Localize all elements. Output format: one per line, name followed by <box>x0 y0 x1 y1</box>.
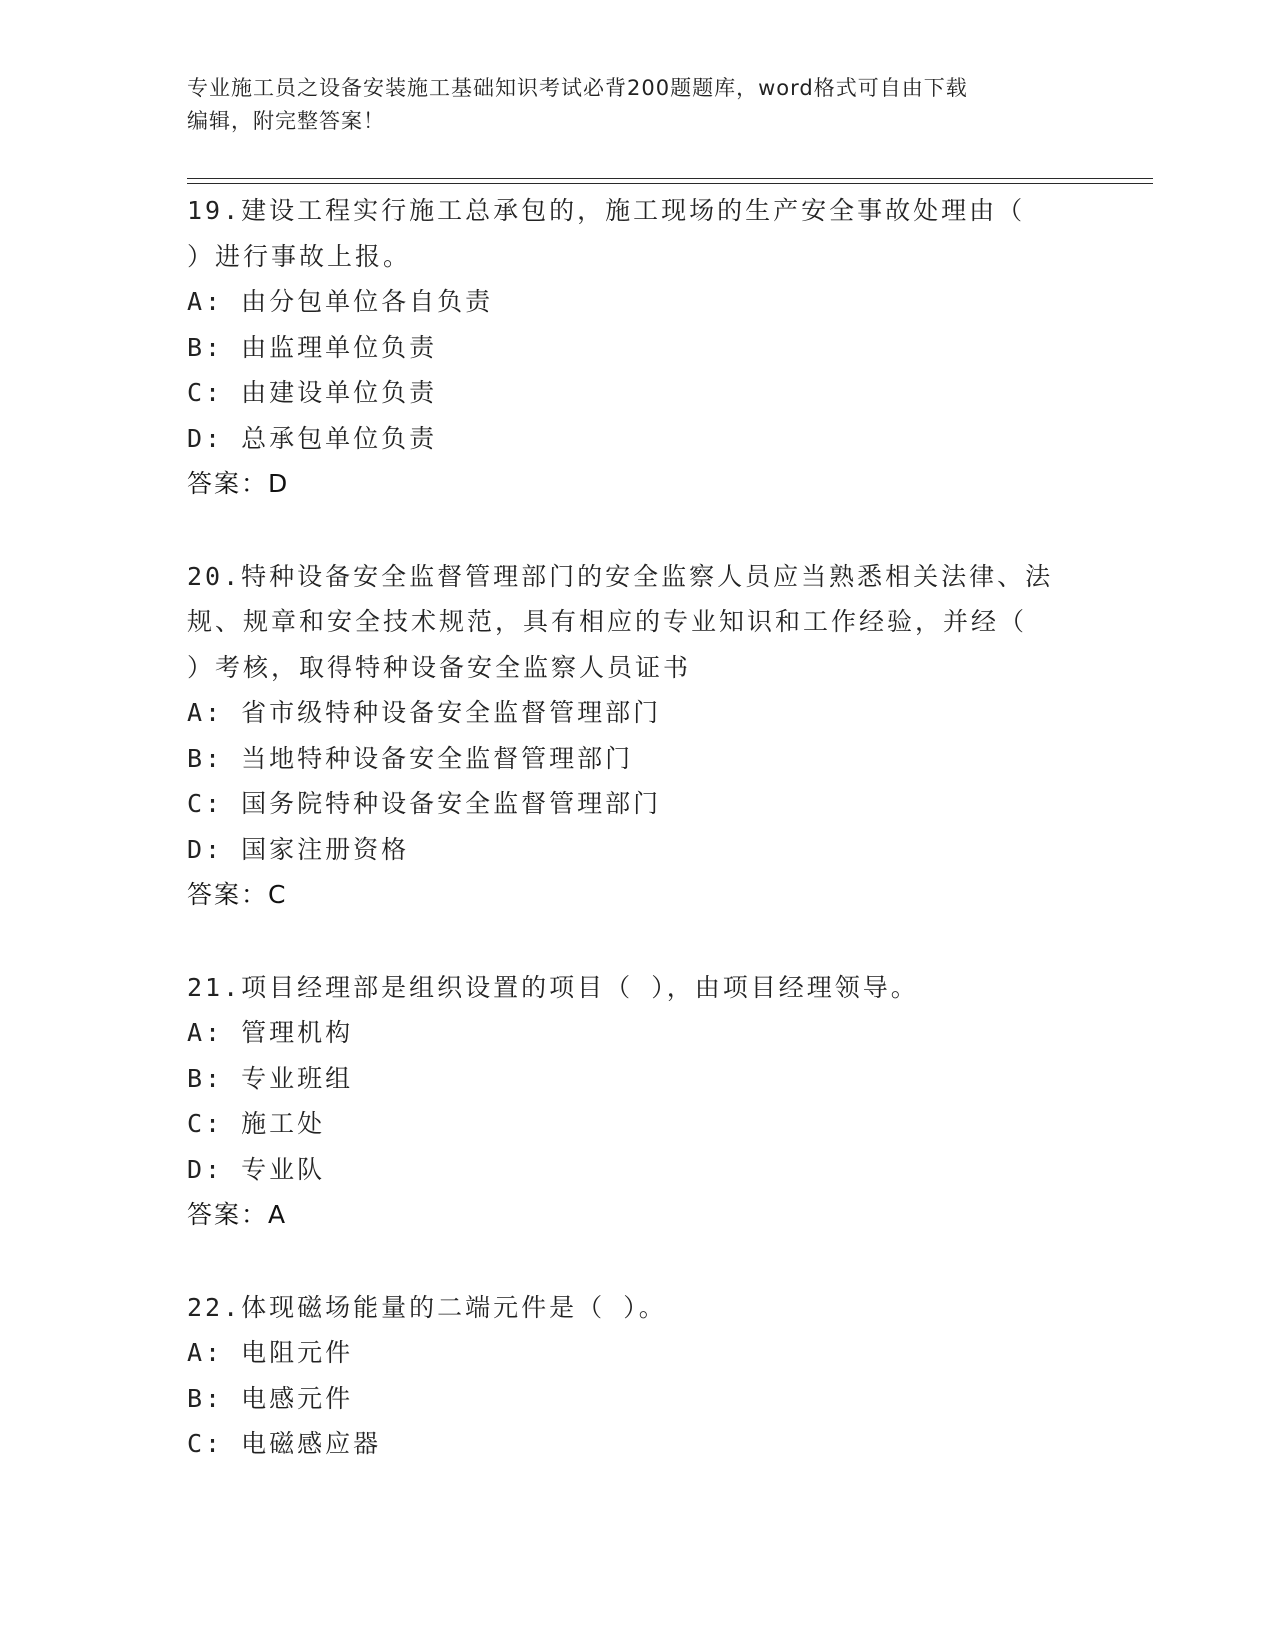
question-stem-line: 规、规章和安全技术规范，具有相应的专业知识和工作经验，并经（ <box>187 607 1028 636</box>
option-b: B: 电感元件 <box>187 1383 354 1413</box>
option-a: A: 省市级特种设备安全监督管理部门 <box>187 698 662 727</box>
option-d: D: 总承包单位负责 <box>187 423 438 453</box>
header-rule-bottom <box>187 183 1153 184</box>
answer-line: 答案：A <box>187 1200 288 1229</box>
question-stem-line: 21.项目经理部是组织设置的项目（ ），由项目经理领导。 <box>187 972 919 1002</box>
option-a: A: 管理机构 <box>187 1018 354 1047</box>
question-stem-line: ）考核，取得特种设备安全监察人员证书 <box>187 652 692 682</box>
option-b: B: 由监理单位负责 <box>187 332 438 362</box>
option-c: C: 施工处 <box>187 1109 326 1138</box>
answer-line: 答案：C <box>187 880 288 909</box>
document-header <box>187 72 1067 138</box>
question-stem-line: 19.建设工程实行施工总承包的，施工现场的生产安全事故处理由（ <box>187 196 1026 225</box>
option-c: C: 电磁感应器 <box>187 1429 382 1458</box>
option-d: D: 国家注册资格 <box>187 834 410 864</box>
option-a: A: 由分包单位各自负责 <box>187 287 494 316</box>
option-b: B: 专业班组 <box>187 1063 354 1093</box>
answer-line: 答案：D <box>187 469 290 498</box>
question-20 <box>187 554 1087 918</box>
question-list <box>187 188 1087 1514</box>
option-c: C: 国务院特种设备安全监督管理部门 <box>187 789 662 818</box>
header-line-2: 编辑，附完整答案！ <box>187 109 385 133</box>
question-stem-line: ）进行事故上报。 <box>187 241 412 271</box>
option-b: B: 当地特种设备安全监督管理部门 <box>187 743 634 773</box>
option-a: A: 电阻元件 <box>187 1338 354 1367</box>
question-stem-line: 22.体现磁场能量的二端元件是（ ）。 <box>187 1292 667 1322</box>
question-stem-line: 20.特种设备安全监督管理部门的安全监察人员应当熟悉相关法律、法 <box>187 561 1054 591</box>
header-rule-top <box>187 178 1153 179</box>
question-22 <box>187 1285 1087 1467</box>
option-d: D: 专业队 <box>187 1154 326 1184</box>
question-19 <box>187 188 1087 507</box>
option-c: C: 由建设单位负责 <box>187 378 438 407</box>
header-line-1: 专业施工员之设备安装施工基础知识考试必背200题题库，word格式可自由下载 <box>187 76 968 100</box>
question-21 <box>187 965 1087 1238</box>
